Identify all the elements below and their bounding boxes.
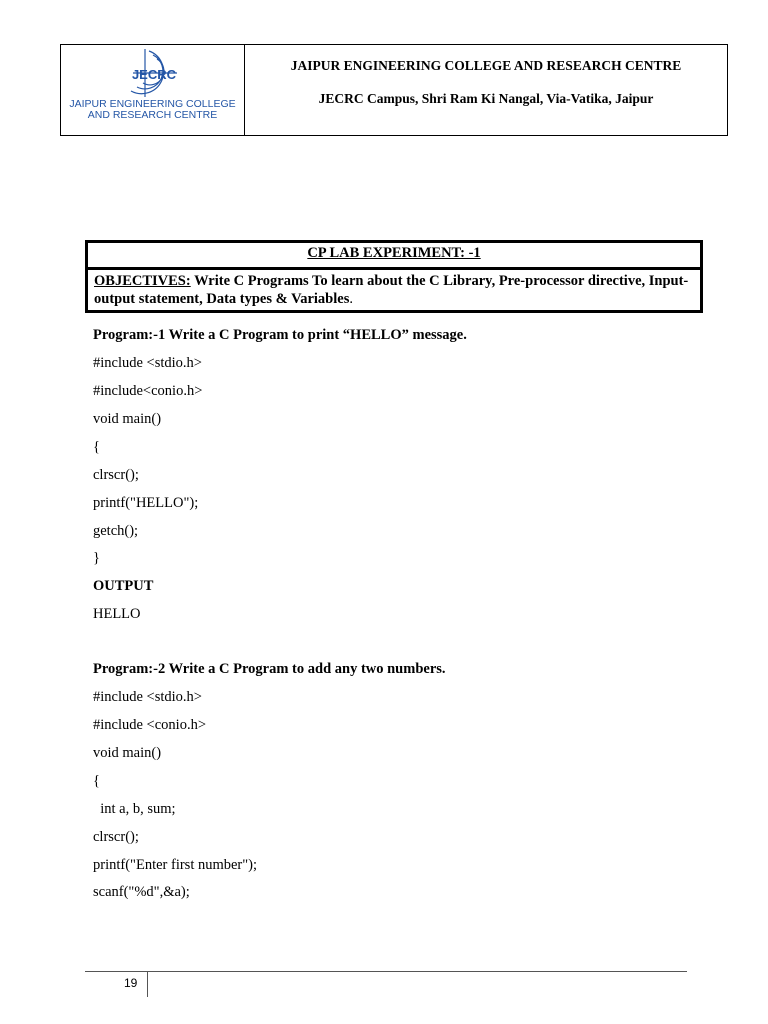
logo-caption-line1: JAIPUR ENGINEERING COLLEGE (69, 98, 236, 110)
header-table (60, 44, 728, 136)
code-line: clrscr(); (93, 467, 139, 483)
footer-rule (85, 971, 687, 972)
experiment-box (85, 240, 703, 313)
code-line: #include<conio.h> (93, 383, 203, 399)
objectives-end: . (349, 291, 353, 307)
code-line: void main() (93, 411, 162, 427)
logo-cell (61, 45, 245, 135)
title-cell (245, 45, 727, 135)
objectives-label: OBJECTIVES: (94, 273, 191, 289)
code-line: { (93, 439, 100, 455)
code-line: { (93, 773, 100, 789)
program2-heading: Program:-2 Write a C Program to add any two numbers. (93, 661, 446, 677)
code-line: void main() (93, 745, 162, 761)
college-address: JECRC Campus, Shri Ram Ki Nangal, Via-Vatika, Jaipur (318, 91, 654, 106)
code-line: getch(); (93, 523, 139, 539)
footer-divider (147, 971, 148, 997)
code-line: printf("Enter first number"); (93, 857, 258, 873)
code-line: clrscr(); (93, 829, 139, 845)
code-line: #include <stdio.h> (93, 689, 202, 705)
jecrc-logo-icon (81, 47, 221, 99)
code-line: #include <stdio.h> (93, 355, 202, 371)
college-name: JAIPUR ENGINEERING COLLEGE AND RESEARCH CENTRE (290, 58, 682, 73)
output-label: OUTPUT (93, 578, 154, 594)
code-line: #include <conio.h> (93, 717, 206, 733)
code-line: } (93, 550, 100, 566)
output-value: HELLO (93, 606, 141, 622)
experiment-title: CP LAB EXPERIMENT: -1 (88, 243, 700, 270)
logo-text: JECRC (131, 67, 177, 82)
objectives (88, 270, 700, 310)
page-number: 19 (124, 976, 138, 990)
objectives-text: Write C Programs To learn about the C Library, Pre-processor directive, Input-output statement, Data types & Variables (94, 273, 689, 307)
program1-heading: Program:-1 Write a C Program to print “HELLO” message. (93, 327, 467, 343)
code-line: printf("HELLO"); (93, 495, 199, 511)
code-line: scanf("%d",&a); (93, 884, 190, 900)
logo-caption (61, 99, 244, 121)
logo-caption-line2: AND RESEARCH CENTRE (87, 109, 218, 121)
code-line: int a, b, sum; (93, 801, 176, 817)
